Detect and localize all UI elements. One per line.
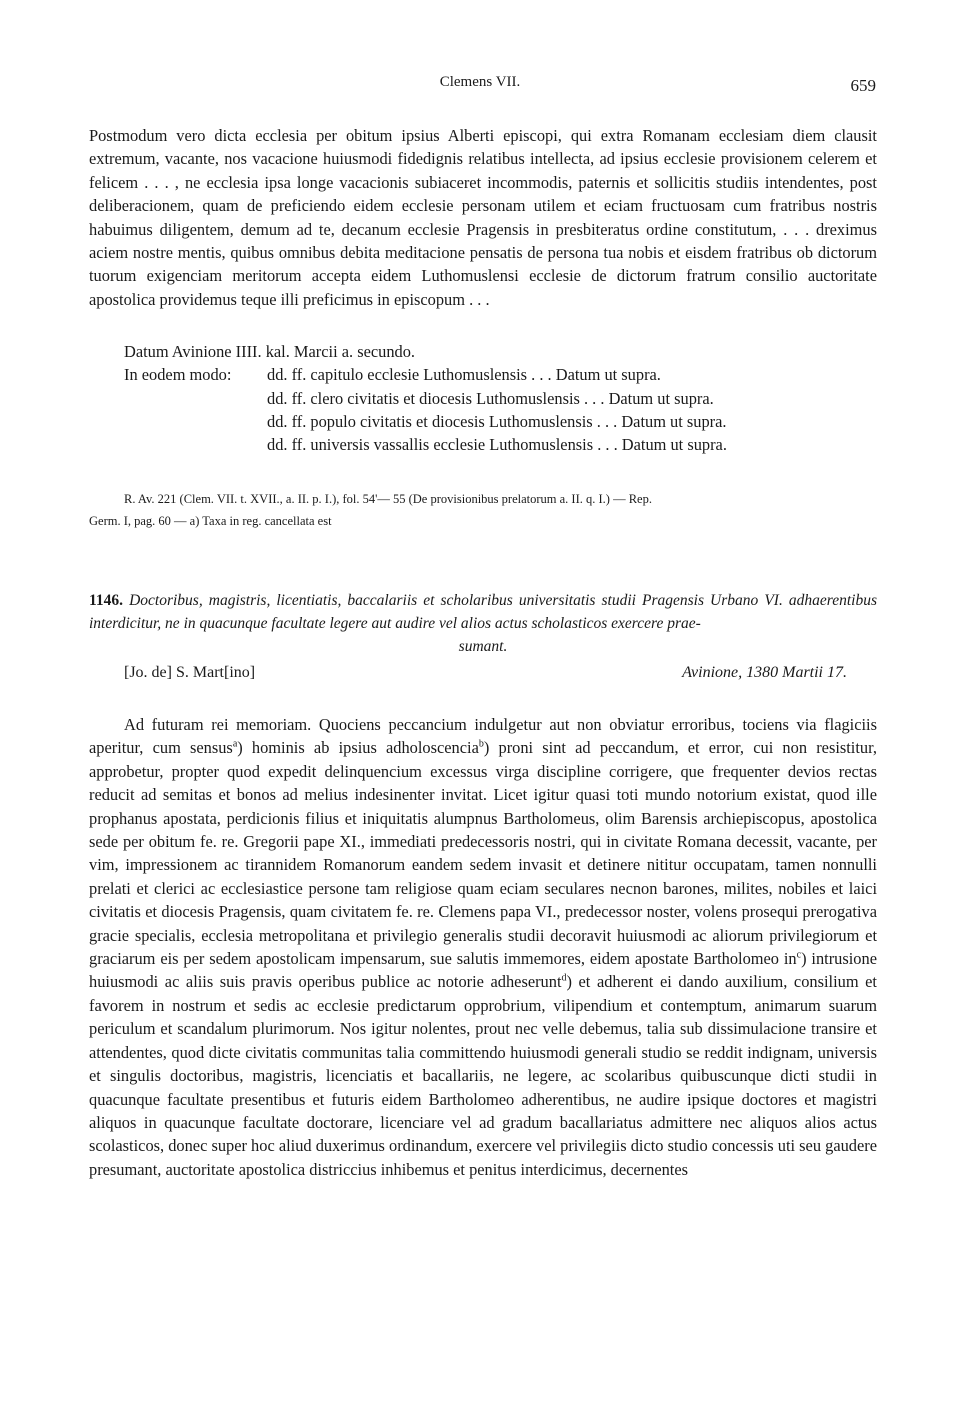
eodem-row bbox=[89, 387, 877, 410]
heading-end: sumant. bbox=[458, 638, 508, 655]
main-paragraph bbox=[89, 713, 877, 1181]
eodem-row bbox=[89, 410, 877, 433]
document-number: 1146. bbox=[89, 592, 124, 609]
text-segment: ) et adherent ei dando auxilium, consilium et favorem in nostrum et sedis ac ecclesie predictarum opprobrium, vilipendium et contemptum, animarum suarum periculum et scandalum plurimorum. Nos igitur nolentes, prout nec velle debemus, talia sub dissimulacione transire et attendentes, quod dicte civitatis communitas talia committendo huiusmodi generali studio se reddit indignam, universis et singulis doctoribus, magistris, licenciatis et bacallariis, ne legere, ac scolaribus quibuscunque dicti studii in quacunque facultate presentibus et futuris eidem Bartholomeo adherentibus, ne audire ipsique doctores et magistri aliquos in quacunque facultate doctorare, licenciare vel ad gradum bacallariatus admittere nec aliquos alios actus scolasticos, donec super hoc aliud duxerimus ordinandum, exercere vel privilegiis dicto studio concessis uti seu gaudere presumant, auctoritate apostolica districcius inhibemus et penitus interdicimus, decernentes bbox=[89, 972, 877, 1179]
eodem-row bbox=[89, 363, 877, 386]
text-segment: ) hominis ab ipsius adholoscencia bbox=[237, 738, 479, 758]
dating-block bbox=[89, 340, 877, 456]
text-segment: ) intrusione huiusmodi ac aliis suis pravis operibus publice ac notorie adheserunt bbox=[89, 949, 877, 992]
intro-text: Postmodum vero dicta ecclesia per obitum ipsius Alberti episcopi, qui extra Romanam ecclesiam diem clausit extremum, vacante, nos vacacione huiusmodi fidedignis relatibus intellecta, ad ipsius ecclesie provisionem celerem et felicem . . . , ne ecclesia ipsa longe vacacionis subiaceret incommodis, paternis et sollicitis studiis intendentes, post deliberacionem, quam de preficiendo eidem ecclesie personam utilem et eciam fructuosam cum fratribus nostris habuimus diligentem, demum ad te, decanum ecclesie Pragensis in presbiteratus ordine constitutum, . . . dreximus aciem nostre mentis, quibus omnibus debita meditacione pensatis de persona tua nobis et eisdem fratribus ob dictorum tuorum exigenciam meritorum accepta eidem Luthomuslensi ecclesie de dictorum fratrum consilio auctoritate apostolica providemus teque illi preficimus in episcopum . . . bbox=[89, 126, 877, 309]
archival-reference bbox=[89, 488, 877, 532]
eodem-line: dd. ff. universis vassallis ecclesie Luthomuslensis . . . Datum ut supra. bbox=[267, 435, 727, 455]
eodem-line: dd. ff. capitulo ecclesie Luthomuslensis . . . Datum ut supra. bbox=[267, 365, 661, 385]
text-segment: ) proni sint ad peccandum, et error, cui non resistitur, approbetur, propter quod expedit delinquencium excessus virga discipline corrigere, que frequenter devios rectas reducit ad semitas et bonos ad melius indesinenter invitat. Licet igitur quasi toti mundo notorium existat, quod ille prophanus apostata, perdicionis filius et iniquitatis alumpnus Bartholomeus, olim Barensis archiepiscopus, apostolica sede per obitum fe. re. Gregorii pape XI., immediati predecessoris nostri, qui in civitate Romana decessit, vacante, per vim, impressionem ac tirannidem Romanorum eandem sedem invasit et detinere nititur occupatam, tamen nonnulli prelati et clerici ac ecclesiastice persone tam religiose quam eciam seculares necnon barones, milites, nobiles et laici civitatis et diocesis Pragensis, quam civitatem fe. re. Clemens papa VI., predecessor noster, volens prosequi prerogativa gracie specialis, ecclesia metropolitana et privilegio generalis studii decoravit huiusmodi ac aliorum privilegiorum et graciarum eis per sedem apostolicam impensarum, sue salutis immemores, eidem apostate Bartholomeo in bbox=[89, 738, 878, 969]
heading-text bbox=[89, 589, 877, 635]
place-date: Avinione, 1380 Martii 17. bbox=[682, 664, 847, 681]
reference-line: Germ. I, pag. 60 — a) Taxa in reg. cancellata est bbox=[89, 514, 332, 528]
eodem-row bbox=[89, 433, 877, 456]
intro-paragraph bbox=[89, 124, 877, 311]
footnote-marker: c bbox=[796, 949, 802, 961]
reference-line: R. Av. 221 (Clem. VII. t. XVII., a. II. p. I.), fol. 54'— 55 (De provisionibus prelatorum a. II. q. I.) — Rep. bbox=[124, 492, 652, 506]
page-header bbox=[0, 74, 960, 104]
footnote-marker: d bbox=[561, 973, 567, 984]
running-title: Clemens VII. bbox=[439, 74, 521, 90]
heading-summary: Doctoribus, magistris, licentiatis, baccalariis et scholaribus universitatis studii Pragensis Urbano VI. adhaerentibus interdicitur, ne in quacunque facultate legere aut audire vel alios actus scholasticos exercere prae- bbox=[89, 592, 877, 632]
text-segment: Ad futuram rei memoriam. Quociens peccancium indulgetur aut non obviatur erroribus, tociens via flagiciis aperitur, cum sensus bbox=[89, 715, 877, 758]
datum-line: Datum Avinione IIII. kal. Marcii a. secundo. bbox=[124, 342, 415, 361]
footnote-marker: b bbox=[478, 738, 484, 750]
sender: [Jo. de] S. Mart[ino] bbox=[124, 664, 256, 681]
eodem-line: dd. ff. populo civitatis et diocesis Luthomuslensis . . . Datum ut supra. bbox=[267, 411, 727, 431]
document-heading bbox=[89, 589, 877, 658]
footnote-marker: a bbox=[232, 738, 238, 750]
main-text bbox=[89, 713, 877, 1181]
eodem-line: dd. ff. clero civitatis et diocesis Luthomuslensis . . . Datum ut supra. bbox=[267, 388, 714, 408]
page-number: 659 bbox=[850, 76, 876, 95]
eodem-label: In eodem modo: bbox=[124, 365, 232, 385]
